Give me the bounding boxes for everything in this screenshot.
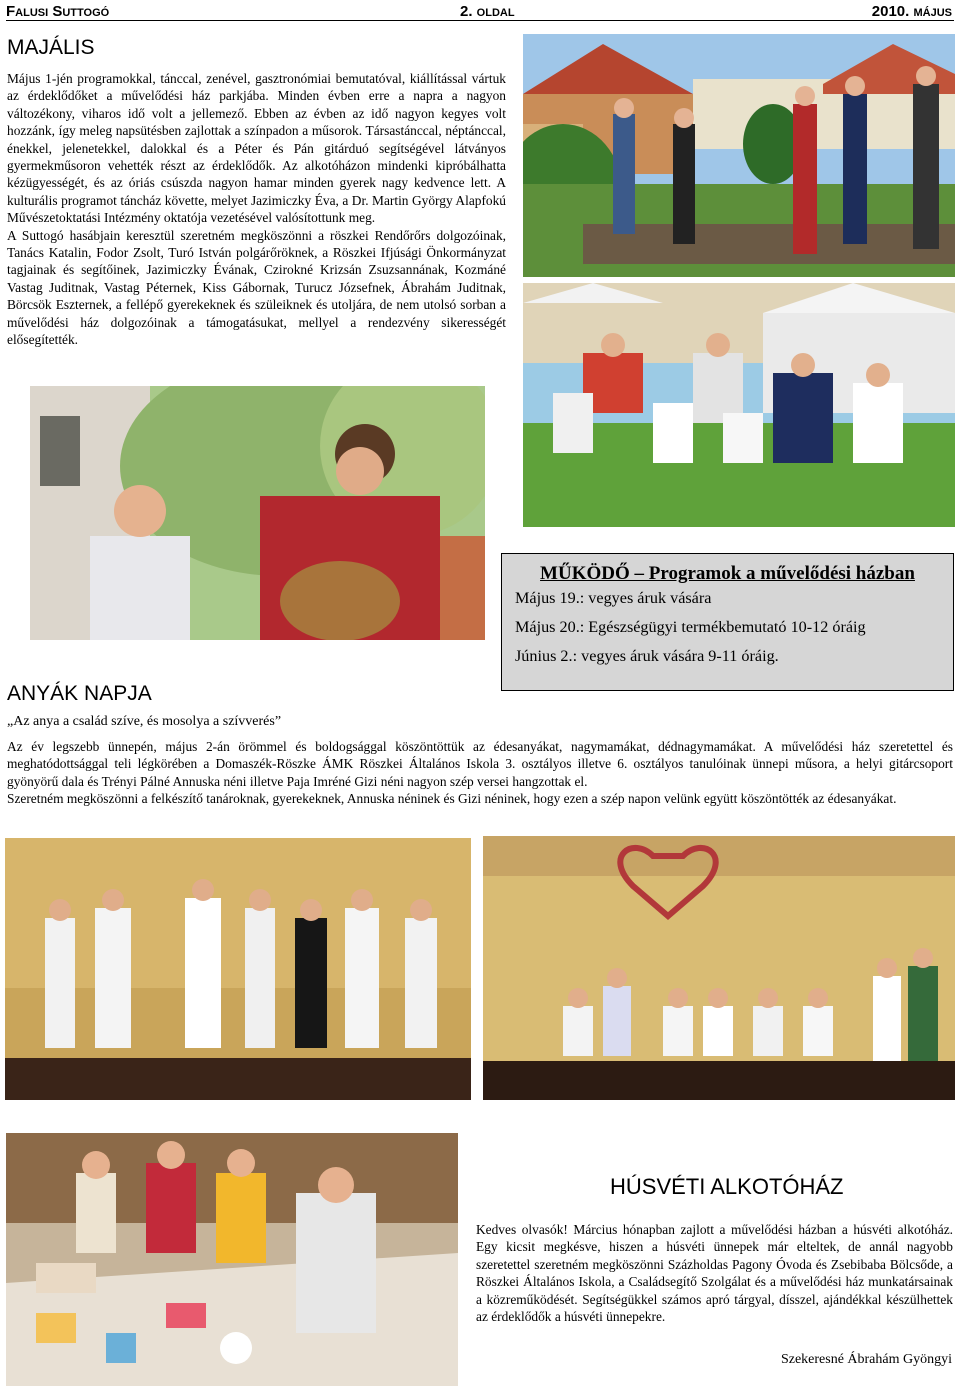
publication-name: Falusi Suttogó xyxy=(6,3,110,20)
mukodo-item-2: Május 20.: Egészségügyi termékbemutató 10-12 óráig xyxy=(515,618,866,636)
photo-guitar-duo xyxy=(30,386,485,640)
anyak-napja-quote: „Az anya a család szíve, és mosolya a szívverés” xyxy=(7,714,282,729)
anyak-napja-paragraph-2: Szeretném megköszönni a felkészítő tanároknak, gyerekeknek, Annuska néninek és Gizi néninek, hogy ezen a szép napon velünk együtt köszöntötték az édesanyákat. xyxy=(7,791,897,807)
issue-date: 2010. május xyxy=(871,3,952,20)
majalis-title: MAJÁLIS xyxy=(7,36,95,59)
page-number: 2. oldal xyxy=(460,3,515,20)
husveti-title: HÚSVÉTI ALKOTÓHÁZ xyxy=(610,1174,844,1199)
photo-audience-tent xyxy=(523,283,955,527)
husveti-text xyxy=(476,1221,953,1325)
photo-stage-dance xyxy=(523,34,955,277)
anyak-napja-text xyxy=(7,738,953,808)
mukodo-programs-box xyxy=(501,553,954,691)
majalis-paragraph-2: A Suttogó hasábjain keresztül szeretném megköszönni a röszkei Rendőrőrs dolgozóinak, Tanács Katalin, Fodor Zsolt, Turó István polgárőröknek, a Röszkei Ifjúsági Önkormányzat tagjainak és segítőinek, Jazimiczky Évának, Czirokné Krizsán Zsuzsannának, Kozmáné Vastag Juditnak, Vastag Péternek, Kiss Gábornak, Turucz Józsefnek, Ábrahám Juditnak, Börcsök Eszternek, a fellépő gyerekeknek és szüleiknek és utoljára, de nem utolsó sorban a művelődési ház dolgozóinak a támogatásukat, mellyel a rendezvény sikerességét elősegítették. xyxy=(7,227,506,348)
header-rule xyxy=(6,20,954,21)
anyak-napja-title: ANYÁK NAPJA xyxy=(7,682,152,705)
majalis-text xyxy=(7,70,506,349)
majalis-paragraph-1: Május 1-jén programokkal, tánccal, zenével, gasztronómiai bemutatóval, kiállítással vártuk az érdeklődőket a művelődési ház parkjába. Minden évben erre a napra a nagyon változékony, viharos idő volt a jellemező. Ebben az évben az idő nagyon kegyes volt hozzánk, így meleg napsütésben zajlottak a színpadon a műsorok. Társastánccal, néptánccal, énekkel, jelenetekkel, dalokkal és a Péter és Pán gitárduó segítségével látványos gyermekműsoron vehették részt az érdeklődők. Az alkotóházon mindenki kipróbálhatta kézügyességét, és az óriás csúszda nagyon hamar minden gyerek nagy kedvence lett. A kulturális programot táncház követte, melyet Jazimiczky Éva, a Dr. Martin György Alapfokú Művészetoktatási Intézmény oktatója vezetésével valósítottunk meg. xyxy=(7,71,506,226)
photo-stage-children-dance xyxy=(5,838,471,1100)
mukodo-title: MŰKÖDŐ – Programok a művelődési házban xyxy=(540,563,915,584)
mukodo-item-1: Május 19.: vegyes áruk vására xyxy=(515,589,712,607)
photo-stage-children-seated xyxy=(483,836,955,1100)
photo-easter-crafts xyxy=(6,1133,458,1386)
husveti-paragraph: Kedves olvasók! Március hónapban zajlott a művelődési házban a húsvéti alkotóház. Egy kicsit megkésve, hiszen a húsvéti ünnepek már elteltek, de annál nagyobb szeretettel szeretném megköszönni Százholdas Pagony Óvoda és Zsebibaba Bölcsőde, a Röszkei Általános Iskola, a Családsegítő Szolgálat és a művelődési ház munkatársainak a közreműködését. Segítségükkel számos apró tárgyal, dísszel, ajándékkal készülhettek az érdeklődők a húsvéti ünnepekre. xyxy=(476,1222,953,1325)
husveti-signature: Szekeresné Ábrahám Gyöngyi xyxy=(780,1352,952,1367)
anyak-napja-paragraph-1: Az év legszebb ünnepén, május 2-án örömmel és boldogsággal köszöntöttük az édesanyákat, nagymamákat, dédnagymamákat. A művelődési ház szeretettel és meghatódottsággal teli légkörében a Domaszék-Röszke ÁMK Röszkei Általános Iskola 3. osztályos illetve 6. osztályos tanulóinak ünnepi műsora, a helyi gitárcsoport gyönyörű dala és Trényi Pálné Annuska néni illetve Paja Imréné Gizi néni nagyon szép versei hangzottak el. xyxy=(7,739,953,789)
mukodo-item-3: Június 2.: vegyes áruk vására 9-11 óráig. xyxy=(515,647,779,665)
